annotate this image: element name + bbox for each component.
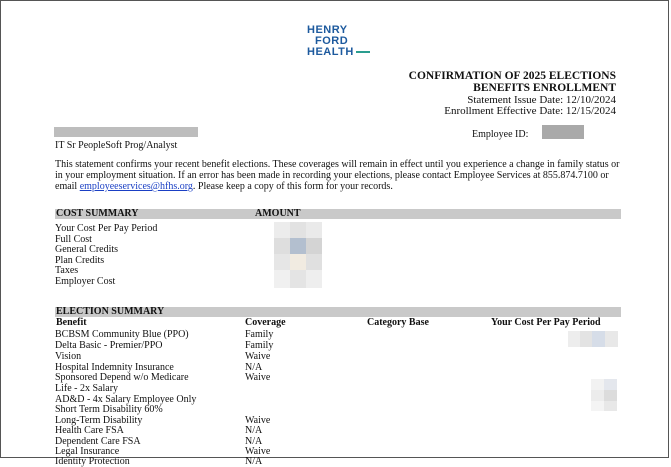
henry-ford-health-logo — [307, 25, 377, 58]
logo-line-3: HEALTH — [307, 47, 377, 58]
election-row-coverage: Waive — [245, 446, 271, 457]
intro-text-end: . Please keep a copy of this form for your records. — [192, 181, 393, 192]
intro-paragraph — [55, 159, 625, 192]
cost-row: Taxes — [55, 265, 79, 276]
election-summary-header-bar — [55, 307, 621, 317]
election-row-coverage: N/A — [245, 425, 263, 436]
cost-row: Plan Credits — [55, 255, 105, 266]
election-row-benefit: Sponsored Depend w/o Medicare — [55, 372, 189, 383]
job-title: IT Sr PeopleSoft Prog/Analyst — [55, 140, 178, 151]
election-row-benefit: Long-Term Disability — [55, 415, 143, 426]
election-row-benefit: Life - 2x Salary — [55, 383, 119, 394]
election-row-coverage: Waive — [245, 415, 271, 426]
enrollment-effective-date: Enrollment Effective Date: 12/15/2024 — [444, 105, 616, 117]
blurred-cost-values-bottom — [591, 379, 617, 411]
election-row-coverage: N/A — [245, 456, 263, 467]
election-row-coverage: N/A — [245, 362, 263, 373]
election-row-benefit: Hospital Indemnity Insurance — [55, 362, 174, 373]
cost-summary-heading: COST SUMMARY — [56, 208, 139, 219]
election-row-benefit: AD&D - 4x Salary Employee Only — [55, 394, 197, 405]
amount-heading: AMOUNT — [255, 208, 301, 219]
cost-row: Your Cost Per Pay Period — [55, 223, 158, 234]
employee-id-label: Employee ID: — [472, 129, 529, 140]
election-summary-heading: ELECTION SUMMARY — [56, 306, 165, 317]
cost-row: General Credits — [55, 244, 119, 255]
blurred-amounts — [274, 222, 322, 288]
election-row-benefit: Vision — [55, 351, 82, 362]
document-title: CONFIRMATION OF 2025 ELECTIONS — [408, 70, 616, 82]
column-header-cost-per-pay-period: Your Cost Per Pay Period — [491, 317, 601, 328]
election-row-coverage: Family — [245, 340, 274, 351]
blurred-cost-values-top — [568, 331, 618, 347]
election-row-coverage: Waive — [245, 351, 271, 362]
election-row-coverage: N/A — [245, 436, 263, 447]
cost-summary-header-bar — [55, 209, 621, 219]
logo-line-1: HENRY — [307, 24, 348, 36]
logo-line-2: FORD — [315, 35, 349, 47]
logo-swoosh-icon — [356, 51, 370, 53]
election-row-benefit: Delta Basic - Premier/PPO — [55, 340, 163, 351]
statement-issue-date: Statement Issue Date: 12/10/2024 — [467, 94, 616, 106]
redacted-employee-name — [54, 127, 198, 137]
election-row-benefit: Legal Insurance — [55, 446, 120, 457]
redacted-employee-id — [542, 125, 584, 139]
intro-text: This statement confirms your recent benefit elections. These coverages will remain in effect until you experience a change in family status or in your employment situation. If an error has been made in recording your elections, please contact Employee Services at 855.874.7100 or email — [55, 159, 620, 192]
election-row-benefit: Dependent Care FSA — [55, 436, 141, 447]
election-row-benefit: Health Care FSA — [55, 425, 124, 436]
document-subtitle: BENEFITS ENROLLMENT — [473, 82, 616, 94]
column-header-coverage: Coverage — [245, 317, 286, 328]
cost-row: Employer Cost — [55, 276, 116, 287]
email-link[interactable]: employeeservices@hfhs.org — [79, 181, 193, 192]
election-row-benefit: Short Term Disability 60% — [55, 404, 163, 415]
election-row-benefit: Identity Protection — [55, 456, 130, 467]
cost-row: Full Cost — [55, 234, 92, 245]
column-header-category-base: Category Base — [367, 317, 429, 328]
election-row-benefit: BCBSM Community Blue (PPO) — [55, 329, 189, 340]
election-row-coverage: Family — [245, 329, 274, 340]
column-header-benefit: Benefit — [56, 317, 87, 328]
election-row-coverage: Waive — [245, 372, 271, 383]
